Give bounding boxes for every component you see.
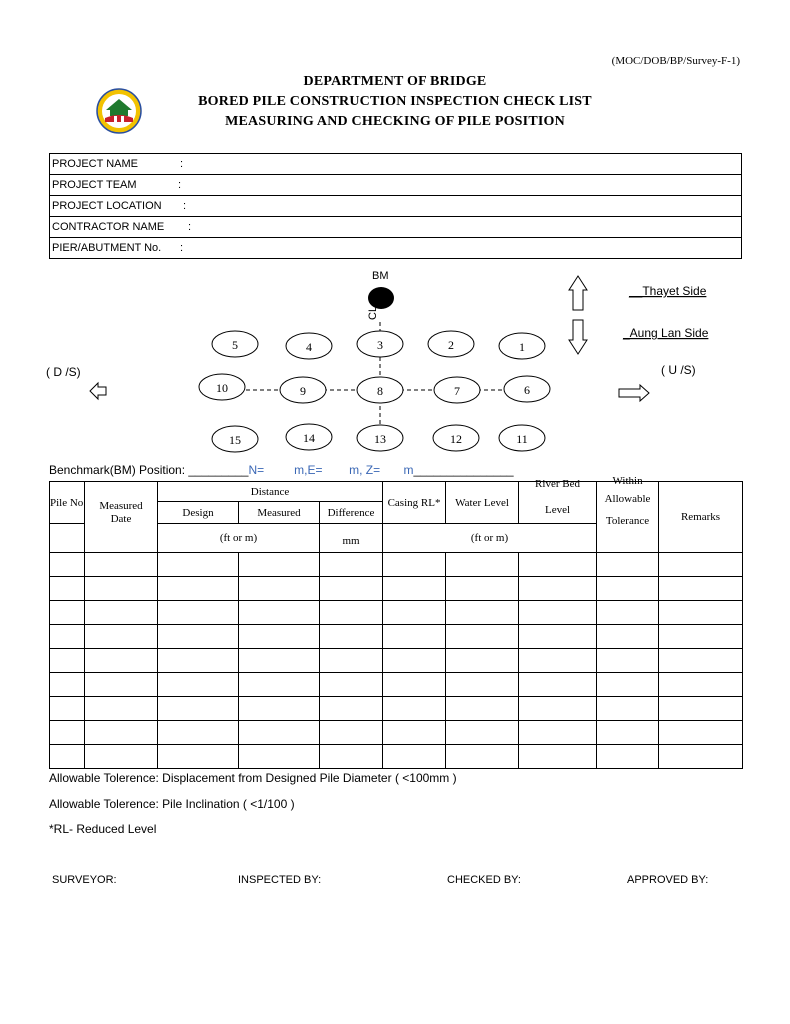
- benchmark-coordinates: N= m,E= m, Z= m: [248, 463, 414, 477]
- table-cell[interactable]: [50, 697, 85, 721]
- info-separator: :: [188, 221, 192, 233]
- info-label: PROJECT TEAM: [52, 179, 137, 191]
- table-cell[interactable]: [320, 745, 383, 769]
- pile-number: 11: [516, 432, 528, 446]
- pile-number: 4: [306, 340, 312, 354]
- header-difference: Difference: [320, 502, 383, 524]
- table-cell[interactable]: [383, 649, 446, 673]
- table-cell[interactable]: [383, 553, 446, 577]
- table-cell[interactable]: [320, 601, 383, 625]
- table-cell[interactable]: [597, 577, 659, 601]
- table-cell[interactable]: [158, 697, 239, 721]
- unit-ft-or-m: (ft or m): [383, 524, 597, 553]
- table-cell[interactable]: [597, 697, 659, 721]
- table-cell[interactable]: [446, 577, 519, 601]
- table-cell[interactable]: [239, 697, 320, 721]
- info-separator: :: [178, 179, 182, 191]
- info-separator: :: [180, 242, 184, 254]
- table-cell[interactable]: [158, 745, 239, 769]
- table-cell[interactable]: [50, 577, 85, 601]
- table-cell[interactable]: [383, 745, 446, 769]
- table-cell[interactable]: [320, 649, 383, 673]
- document-code: (MOC/DOB/BP/Survey-F-1): [611, 55, 740, 67]
- unit-mm: mm: [320, 524, 383, 553]
- table-cell[interactable]: [85, 673, 158, 697]
- table-cell[interactable]: [85, 601, 158, 625]
- table-cell[interactable]: [597, 673, 659, 697]
- info-row-project-team: [50, 175, 742, 196]
- arrow-down-icon: [569, 320, 587, 354]
- pile-5: [212, 331, 258, 357]
- header-river-bed-level: River Bed Level: [519, 482, 597, 524]
- info-row-pier-abutment: [50, 238, 742, 259]
- table-row: [50, 601, 743, 625]
- table-row: [50, 673, 743, 697]
- table-cell[interactable]: [320, 697, 383, 721]
- title-measuring: MEASURING AND CHECKING OF PILE POSITION: [225, 114, 565, 129]
- table-cell[interactable]: [519, 553, 597, 577]
- table-cell[interactable]: [239, 745, 320, 769]
- table-cell[interactable]: [446, 721, 519, 745]
- table-cell[interactable]: [659, 625, 743, 649]
- pile-7: [434, 377, 480, 403]
- pile-number: 8: [377, 384, 383, 398]
- benchmark-position: [49, 463, 514, 477]
- us-label: ( U /S): [661, 363, 696, 377]
- table-row: [50, 745, 743, 769]
- table-cell[interactable]: [158, 673, 239, 697]
- header-measured-date: Measured Date: [85, 482, 158, 553]
- bm-label: BM: [372, 270, 389, 282]
- info-separator: :: [183, 200, 187, 212]
- title-department: DEPARTMENT OF BRIDGE: [303, 74, 487, 89]
- table-cell[interactable]: [519, 625, 597, 649]
- pile-position-table: [49, 475, 743, 769]
- pile-14: [286, 424, 332, 450]
- table-cell[interactable]: [85, 745, 158, 769]
- benchmark-marker: [368, 287, 394, 309]
- benchmark-prefix: Benchmark(BM) Position: _________: [49, 463, 249, 477]
- table-cell[interactable]: [383, 625, 446, 649]
- table-cell[interactable]: [239, 721, 320, 745]
- table-cell[interactable]: [383, 721, 446, 745]
- pile-number: 1: [519, 340, 525, 354]
- table-row: [50, 553, 743, 577]
- table-cell[interactable]: [50, 625, 85, 649]
- pile-9: [280, 377, 326, 403]
- pile-3: [357, 331, 403, 357]
- table-cell[interactable]: [383, 673, 446, 697]
- table-cell[interactable]: [519, 601, 597, 625]
- info-row-project-location: [50, 196, 742, 217]
- table-cell[interactable]: [519, 577, 597, 601]
- table-cell[interactable]: [239, 673, 320, 697]
- table-cell[interactable]: [85, 553, 158, 577]
- table-cell[interactable]: [659, 745, 743, 769]
- table-cell[interactable]: [85, 721, 158, 745]
- table-cell[interactable]: [659, 721, 743, 745]
- table-cell[interactable]: [446, 673, 519, 697]
- header-remarks: Remarks: [659, 482, 743, 553]
- pile-number: 3: [377, 338, 383, 352]
- table-cell[interactable]: [158, 577, 239, 601]
- table-cell[interactable]: [85, 577, 158, 601]
- info-label: PROJECT LOCATION: [52, 200, 162, 212]
- pile-6: [504, 376, 550, 402]
- inspected-by-label: INSPECTED BY:: [238, 874, 322, 886]
- header-water-level: Water Level: [446, 482, 519, 524]
- table-row: [50, 697, 743, 721]
- table-cell[interactable]: [659, 577, 743, 601]
- table-header-row: [50, 482, 743, 502]
- table-cell[interactable]: [519, 673, 597, 697]
- header-distance: Distance: [158, 482, 383, 502]
- table-cell[interactable]: [320, 553, 383, 577]
- table-cell[interactable]: [659, 673, 743, 697]
- benchmark-suffix: _______________: [413, 463, 514, 477]
- arrow-up-icon: [569, 276, 587, 310]
- table-cell[interactable]: [50, 745, 85, 769]
- table-cell[interactable]: [519, 745, 597, 769]
- pile-number: 9: [300, 384, 306, 398]
- arrow-left-icon: [90, 383, 106, 399]
- arrow-right-icon: [619, 385, 649, 401]
- table-row: [50, 625, 743, 649]
- table-cell[interactable]: [446, 649, 519, 673]
- checked-by-label: CHECKED BY:: [447, 874, 521, 886]
- table-cell[interactable]: [85, 649, 158, 673]
- note-tolerance-inclination: Allowable Tolerence: Pile Inclination ( <1/100 ): [49, 797, 295, 811]
- table-cell[interactable]: [446, 745, 519, 769]
- header-measured: Measured: [239, 502, 320, 524]
- pile-4: [286, 333, 332, 359]
- info-row-contractor-name: [50, 217, 742, 238]
- pile-number: 6: [524, 383, 530, 397]
- table-cell[interactable]: [158, 649, 239, 673]
- table-cell[interactable]: [239, 577, 320, 601]
- table-cell[interactable]: [239, 625, 320, 649]
- table-cell[interactable]: [50, 553, 85, 577]
- table-cell[interactable]: [659, 601, 743, 625]
- table-cell[interactable]: [519, 697, 597, 721]
- title-checklist: BORED PILE CONSTRUCTION INSPECTION CHECK LIST: [198, 94, 592, 109]
- table-cell[interactable]: [320, 577, 383, 601]
- approved-by-label: APPROVED BY:: [627, 874, 709, 886]
- pile-number: 10: [216, 381, 228, 395]
- table-cell[interactable]: [50, 673, 85, 697]
- table-cell[interactable]: [597, 745, 659, 769]
- table-cell[interactable]: [50, 649, 85, 673]
- table-cell[interactable]: [446, 625, 519, 649]
- table-cell[interactable]: [597, 721, 659, 745]
- table-cell[interactable]: [446, 697, 519, 721]
- table-cell[interactable]: [597, 601, 659, 625]
- table-cell[interactable]: [239, 601, 320, 625]
- unit-ft-or-m: (ft or m): [158, 524, 320, 553]
- table-cell[interactable]: [320, 721, 383, 745]
- table-cell[interactable]: [85, 697, 158, 721]
- table-row: [50, 577, 743, 601]
- pile-layout-diagram: [0, 260, 768, 460]
- pile-number: 15: [229, 433, 241, 447]
- table-cell[interactable]: [383, 697, 446, 721]
- header-design: Design: [158, 502, 239, 524]
- header-within-tolerance: Within Allowable Tolerance: [597, 482, 659, 553]
- table-cell[interactable]: [446, 601, 519, 625]
- table-cell[interactable]: [519, 649, 597, 673]
- header-casing-rl: Casing RL*: [383, 482, 446, 524]
- table-cell[interactable]: [597, 625, 659, 649]
- pile-number: 13: [374, 432, 386, 446]
- table-cell[interactable]: [50, 601, 85, 625]
- info-label: PIER/ABUTMENT No.: [52, 242, 162, 254]
- pile-number: 2: [448, 338, 454, 352]
- table-cell[interactable]: [519, 721, 597, 745]
- pile-number: 12: [450, 432, 462, 446]
- pile-number: 14: [303, 431, 315, 445]
- ds-label: ( D /S): [46, 365, 81, 379]
- table-body: [50, 553, 743, 769]
- pile-13: [357, 425, 403, 451]
- pile-12: [433, 425, 479, 451]
- note-rl: *RL- Reduced Level: [49, 822, 157, 836]
- table-cell[interactable]: [320, 625, 383, 649]
- info-label: CONTRACTOR NAME: [52, 221, 165, 233]
- table-cell[interactable]: [383, 601, 446, 625]
- note-tolerance-diameter: Allowable Tolerence: Displacement from Designed Pile Diameter ( <100mm ): [49, 771, 457, 785]
- pile-15: [212, 426, 258, 452]
- table-row: [50, 721, 743, 745]
- table-cell[interactable]: [239, 553, 320, 577]
- table-cell[interactable]: [158, 625, 239, 649]
- table-row: [50, 649, 743, 673]
- table-cell[interactable]: [659, 553, 743, 577]
- table-cell[interactable]: [320, 673, 383, 697]
- aung-lan-side-label: _Aung Lan Side: [623, 326, 709, 340]
- table-cell[interactable]: [158, 721, 239, 745]
- table-cell[interactable]: [446, 553, 519, 577]
- pile-number: 7: [454, 384, 460, 398]
- header-pile-no: Pile No: [50, 482, 85, 524]
- surveyor-signature-label: SURVEYOR:: [52, 874, 117, 886]
- pile-11: [499, 425, 545, 451]
- table-cell[interactable]: [85, 625, 158, 649]
- pile-2: [428, 331, 474, 357]
- info-separator: :: [180, 158, 184, 170]
- table-cell[interactable]: [50, 721, 85, 745]
- project-info-table: [49, 153, 742, 259]
- table-cell[interactable]: [659, 649, 743, 673]
- header-pile-no-unit: [50, 524, 85, 553]
- table-cell[interactable]: [158, 601, 239, 625]
- pile-1: [499, 333, 545, 359]
- centerline-label: CL: [367, 305, 379, 320]
- info-row-project-name: [50, 154, 742, 175]
- pile-10: [199, 374, 245, 400]
- table-cell[interactable]: [597, 649, 659, 673]
- table-cell[interactable]: [239, 649, 320, 673]
- table-cell[interactable]: [158, 553, 239, 577]
- table-cell[interactable]: [383, 577, 446, 601]
- pile-8: [357, 377, 403, 403]
- table-cell[interactable]: [659, 697, 743, 721]
- table-cell[interactable]: [597, 553, 659, 577]
- info-label: PROJECT NAME: [52, 158, 138, 170]
- pile-number: 5: [232, 338, 238, 352]
- thayet-side-label: __Thayet Side: [629, 284, 707, 298]
